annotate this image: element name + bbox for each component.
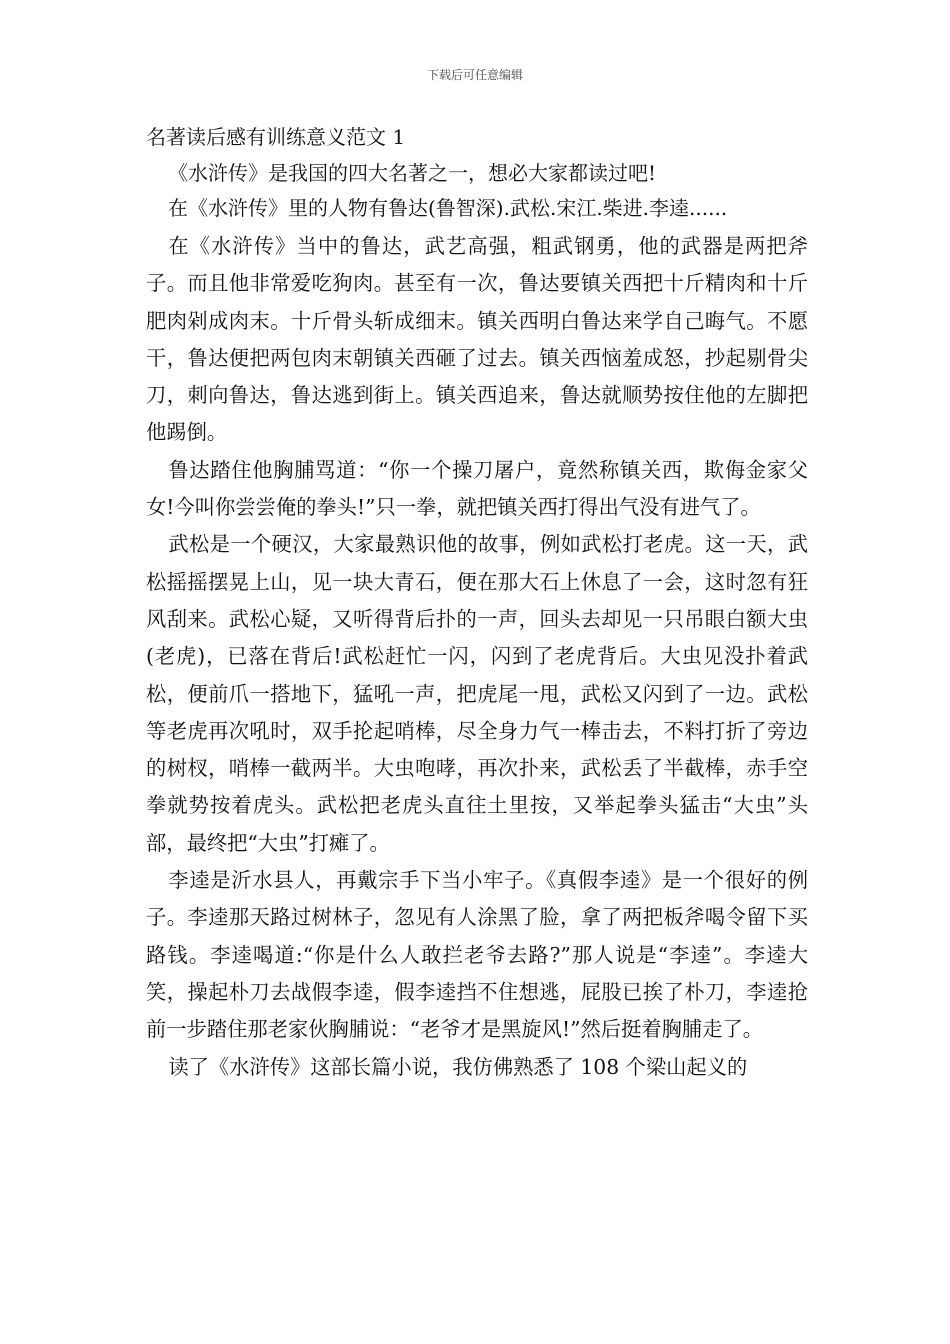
paragraph: 李逵是沂水县人，再戴宗手下当小牢子。《真假李逵》是一个很好的例子。李逵那天路过树林子，忽见有人涂黑了脸，拿了两把板斧喝令留下买路钱。李逵喝道:“你是什么人敢拦老爷去路?”那人说是“李逵”。李逵大笑，操起朴刀去战假李逵，假李逵挡不住想逃，屁股已挨了朴刀，李逵抢前一步踏住那老家伙胸脯说：“老爷才是黑旋风!”然后挺着胸脯走了。	[146, 868, 808, 1042]
paragraph: 读了《水浒传》这部长篇小说，我仿佛熟悉了 108 个梁山起义的	[168, 1054, 748, 1079]
paragraph: 武松是一个硬汉，大家最熟识他的故事，例如武松打老虎。这一天，武松摇摇摆晃上山，见一块大青石，便在那大石上休息了一会，这时忽有狂风刮来。武松心疑，又听得背后扑的一声，回头去却见一只吊眼白额大虫(老虎)，已落在背后!武松赶忙一闪，闪到了老虎背后。大虫见没扑着武松，便前爪一搭地下，猛吼一声，把虎尾一甩，武松又闪到了一边。武松等老虎再次吼时，双手抡起哨棒，尽全身力气一棒击去，不料打折了旁边的树杈，哨棒一截两半。大虫咆哮，再次扑来，武松丢了半截棒，赤手空拳就势按着虎头。武松把老虎头直往土里按，又举起拳头猛击“大虫”头部，最终把“大虫”打瘫了。	[146, 532, 808, 855]
page-header: 下载后可任意编辑	[426, 68, 523, 82]
document-body	[146, 118, 808, 1086]
paragraph: 在《水浒传》当中的鲁达，武艺高强，粗武钢勇，他的武器是两把斧子。而且他非常爱吃狗肉。甚至有一次，鲁达要镇关西把十斤精肉和十斤肥肉剁成肉末。十斤骨头斩成细末。镇关西明白鲁达来学自己晦气。不愿干，鲁达便把两包肉末朝镇关西砸了过去。镇关西恼羞成怒，抄起剔骨尖刀，刺向鲁达，鲁达逃到街上。镇关西追来，鲁达就顺势按住他的左脚把他踢倒。	[146, 234, 808, 445]
paragraph: 鲁达踏住他胸脯骂道：“你一个操刀屠户，竟然称镇关西，欺侮金家父女!今叫你尝尝俺的拳头!”只一拳，就把镇关西打得出气没有进气了。	[146, 457, 808, 520]
paragraph: 《水浒传》是我国的四大名著之一，想必大家都读过吧!	[168, 161, 657, 185]
document-title: 名著读后感有训练意义范文 1	[146, 125, 406, 149]
paragraph: 在《水浒传》里的人物有鲁达(鲁智深).武松.宋江.柴进.李逵......	[168, 196, 728, 220]
